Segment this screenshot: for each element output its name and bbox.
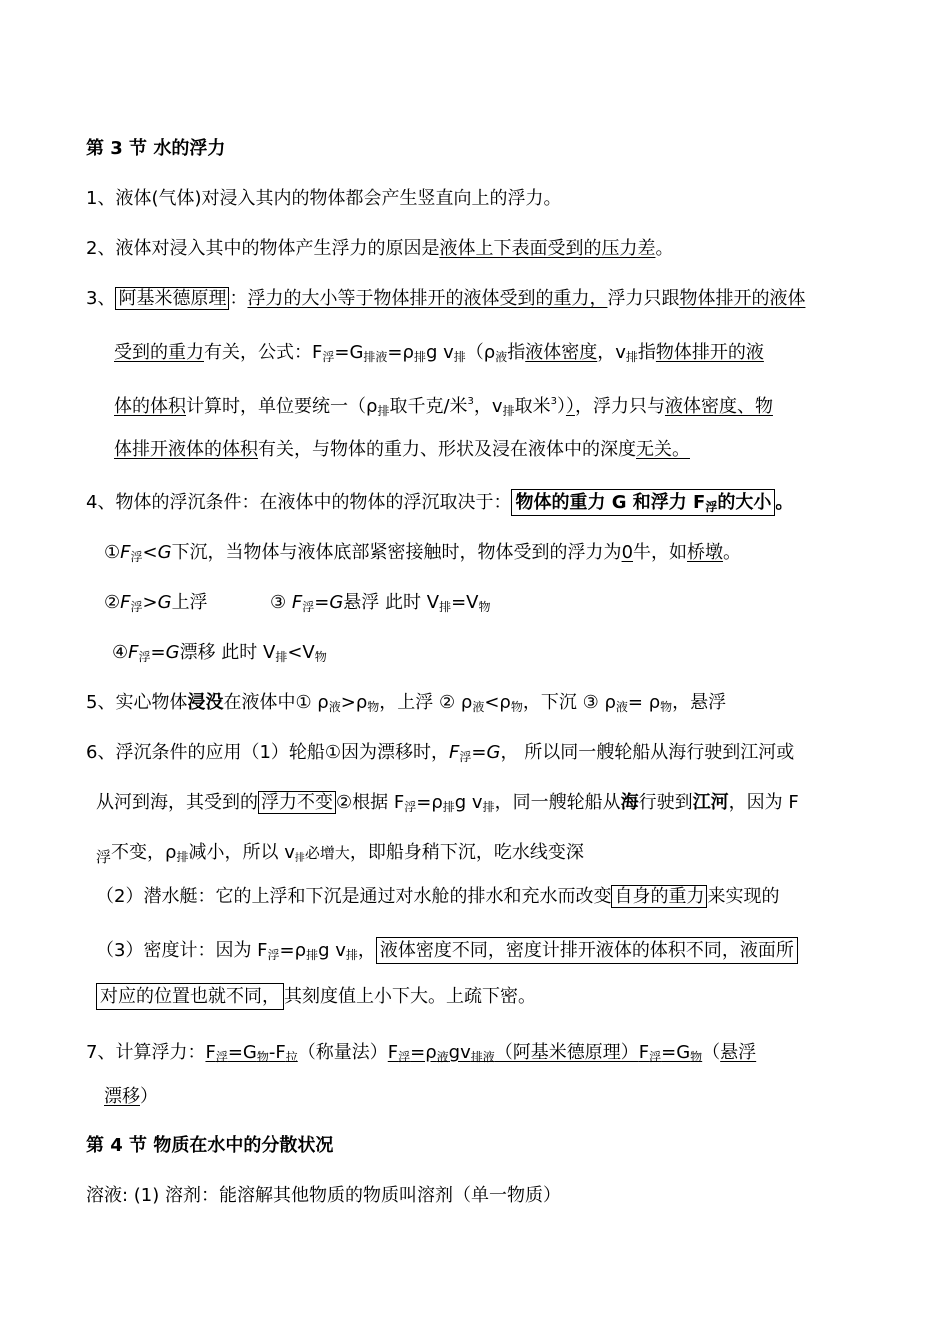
section-3-title: 第 3 节 水的浮力 bbox=[86, 138, 226, 159]
text: ，同一艘轮船从 bbox=[494, 792, 621, 813]
subscript: 物 bbox=[510, 700, 523, 714]
text: 下沉，当物体与液体底部紧密接触时，物体受到的浮力为 bbox=[171, 542, 622, 563]
underlined-text: 物体排开的液体 bbox=[679, 288, 806, 309]
text: 指 bbox=[507, 342, 526, 363]
text: 牛，如 bbox=[633, 542, 688, 563]
paragraph-6-line-3 bbox=[96, 840, 584, 872]
text: （3）密度计：因为 F bbox=[96, 940, 268, 961]
subscript: 排 bbox=[413, 350, 426, 364]
subscript: 排 bbox=[306, 948, 319, 962]
underlined-text: 无关。 bbox=[636, 439, 690, 460]
text: > bbox=[142, 592, 158, 613]
subscript: 浮 bbox=[459, 750, 472, 764]
underlined-formula bbox=[205, 1042, 297, 1063]
paragraph-6-hydrometer-line-2 bbox=[96, 984, 536, 1010]
boxed-term: 浮力不变 bbox=[258, 791, 336, 814]
text: =V bbox=[451, 592, 479, 613]
text: 3、 bbox=[86, 288, 116, 309]
paragraph-6-submarine bbox=[96, 884, 779, 910]
text: =ρ bbox=[279, 940, 307, 961]
underlined-text: 体排开液体的体积 bbox=[114, 439, 258, 460]
subscript: 浮 bbox=[96, 848, 112, 866]
text: 7、计算浮力： bbox=[86, 1042, 206, 1063]
bold-text: 江河 bbox=[692, 792, 729, 813]
text: 悬浮 此时 V bbox=[343, 592, 440, 613]
subscript: 物 bbox=[690, 1050, 703, 1064]
text: 。 bbox=[655, 238, 674, 259]
subscript: 浮 bbox=[705, 500, 718, 514]
text: 行驶到 bbox=[638, 792, 693, 813]
subscript: 排 bbox=[453, 350, 466, 364]
subscript: 排液 bbox=[363, 350, 388, 364]
text: ，v bbox=[473, 396, 503, 417]
subscript: 浮 bbox=[404, 800, 417, 814]
paragraph-5 bbox=[86, 690, 726, 720]
condition-4 bbox=[112, 640, 327, 670]
text: < bbox=[142, 542, 158, 563]
text: 物体的重力 G 和浮力 F bbox=[515, 492, 706, 513]
text: =ρ bbox=[410, 1042, 437, 1063]
boxed-term: 阿基米德原理 bbox=[115, 287, 229, 310]
subscript: 排 bbox=[275, 650, 288, 664]
text: （2）潜水艇：它的上浮和下沉是通过对水舱的排水和充水而改变 bbox=[96, 886, 612, 907]
underlined-formula bbox=[388, 1042, 639, 1063]
paragraph-6-hydrometer-line-1 bbox=[96, 938, 798, 968]
section-4-paragraph-1: 溶液: (1) 溶剂：能溶解其他物质的物质叫溶剂（单一物质） bbox=[86, 1185, 562, 1206]
text: 减小，所以 v bbox=[188, 842, 295, 863]
underlined-text: 物体排开的液 bbox=[655, 342, 764, 363]
text: ③ bbox=[270, 592, 287, 613]
text: ，下沉 ③ ρ bbox=[522, 692, 616, 713]
boxed-term: 自身的重力 bbox=[611, 885, 707, 908]
text: ， 所以同一艘轮船从海行驶到江河或 bbox=[500, 742, 795, 763]
text: ： bbox=[229, 288, 248, 309]
text: F bbox=[638, 1042, 650, 1063]
underlined-text: 0 bbox=[621, 542, 634, 563]
text: = bbox=[471, 742, 487, 763]
subscript: 浮 bbox=[302, 600, 315, 614]
condition-3 bbox=[270, 590, 491, 620]
subscript: 排 bbox=[442, 800, 455, 814]
subscript: 排 bbox=[625, 350, 638, 364]
underlined-text: 悬浮 bbox=[720, 1042, 757, 1063]
subscript: 液 bbox=[615, 700, 628, 714]
subscript: 排 bbox=[502, 404, 515, 418]
text: ，浮力只与 bbox=[574, 396, 665, 417]
subscript: 物 bbox=[367, 700, 380, 714]
text: 必增大 bbox=[304, 844, 350, 862]
subscript: 浮 bbox=[138, 650, 151, 664]
text: ②根据 F bbox=[336, 792, 405, 813]
text: （ρ bbox=[465, 342, 496, 363]
text: F bbox=[449, 742, 460, 763]
underlined-formula bbox=[639, 1042, 702, 1063]
subscript: 拉 bbox=[285, 1050, 298, 1064]
text: F bbox=[120, 592, 131, 613]
underlined-text: 受到的重力 bbox=[114, 342, 204, 363]
subscript: 液 bbox=[436, 1050, 449, 1064]
text: = ρ bbox=[627, 692, 661, 713]
text: <V bbox=[287, 642, 315, 663]
text: F bbox=[120, 542, 131, 563]
text: g v bbox=[425, 342, 454, 363]
text: 有关，与物体的重力、形状及浸在液体中的深度 bbox=[258, 439, 636, 460]
text: 4、物体的浮沉条件：在液体中的物体的浮沉取决于： bbox=[86, 492, 512, 513]
boxed-term: 液体密度不同，密度计排开液体的体积不同，液面所 bbox=[376, 937, 798, 964]
text: 的大小 bbox=[717, 492, 772, 513]
subscript: 排液 bbox=[470, 1050, 495, 1064]
subscript: 浮 bbox=[215, 1050, 228, 1064]
text: （称量法） bbox=[297, 1042, 388, 1063]
text: （ bbox=[702, 1042, 721, 1063]
text: -F bbox=[268, 1042, 286, 1063]
subscript: 物 bbox=[256, 1050, 269, 1064]
text: =ρ bbox=[416, 792, 443, 813]
paragraph-6-line-1 bbox=[86, 740, 794, 770]
subscript: 浮 bbox=[322, 350, 335, 364]
bold-text: 海 bbox=[620, 792, 639, 813]
text: g v bbox=[454, 792, 483, 813]
text: G bbox=[157, 592, 172, 613]
underlined-text: 液体密度、物 bbox=[664, 396, 773, 417]
subscript: 排 bbox=[439, 600, 452, 614]
subscript: 物 bbox=[478, 600, 491, 614]
text: （阿基米德原理） bbox=[494, 1042, 639, 1063]
underlined-text: 浮力的大小等于物体排开的液体受到的重力， bbox=[247, 288, 608, 309]
subscript: 排 bbox=[294, 853, 305, 864]
text: >ρ bbox=[340, 692, 368, 713]
underlined-text: 漂移 bbox=[104, 1086, 140, 1107]
paragraph-7-line-2 bbox=[104, 1084, 158, 1110]
text: ，因为 F bbox=[728, 792, 799, 813]
paragraph-2 bbox=[86, 236, 673, 262]
text: ④ bbox=[112, 642, 129, 663]
condition-2 bbox=[104, 590, 208, 620]
text: 取米 bbox=[514, 396, 551, 417]
underlined-text: 液体密度 bbox=[525, 342, 598, 363]
superscript: 3 bbox=[550, 396, 557, 407]
text: 有关，公式：F bbox=[204, 342, 323, 363]
paragraph-1: 1、液体(气体)对浸入其内的物体都会产生竖直向上的浮力。 bbox=[86, 188, 562, 209]
text: 在液体中① ρ bbox=[223, 692, 329, 713]
text: ，上浮 ② ρ bbox=[379, 692, 473, 713]
text: F bbox=[291, 592, 303, 613]
text: = bbox=[150, 642, 166, 663]
subscript: 排 bbox=[482, 800, 495, 814]
text: ） bbox=[140, 1086, 158, 1107]
subscript: 浮 bbox=[267, 948, 280, 962]
text: F bbox=[205, 1042, 216, 1063]
text: <ρ bbox=[484, 692, 511, 713]
text: 浮力只跟 bbox=[607, 288, 680, 309]
subscript: 液 bbox=[328, 700, 341, 714]
condition-1 bbox=[104, 540, 741, 570]
text: 漂移 此时 V bbox=[179, 642, 276, 663]
subscript: 液 bbox=[495, 350, 508, 364]
text: 取千克/米 bbox=[389, 396, 468, 417]
underlined-text: 桥墩 bbox=[687, 542, 724, 563]
subscript: 浮 bbox=[130, 550, 143, 564]
text: 其刻度值上小下大。上疏下密。 bbox=[284, 986, 536, 1007]
text: g v bbox=[318, 940, 346, 961]
text: =G bbox=[227, 1042, 257, 1063]
text: =G bbox=[334, 342, 364, 363]
text: 计算时，单位要统一（ρ bbox=[186, 396, 378, 417]
text: 来实现的 bbox=[707, 886, 780, 907]
paragraph-3-line-4 bbox=[114, 437, 690, 463]
text: =G bbox=[661, 1042, 691, 1063]
text: ，悬浮 bbox=[672, 692, 727, 713]
section-4-title: 第 4 节 物质在水中的分散状况 bbox=[86, 1135, 334, 1156]
text: 6、浮沉条件的应用（1）轮船①因为漂移时， bbox=[86, 742, 450, 763]
subscript: 浮 bbox=[649, 1050, 662, 1064]
subscript: 浮 bbox=[398, 1050, 411, 1064]
paragraph-4 bbox=[86, 490, 793, 520]
text: 指 bbox=[637, 342, 656, 363]
text: 。 bbox=[775, 492, 794, 513]
text: 5、实心物体 bbox=[86, 692, 188, 713]
text: 2、液体对浸入其中的物体产生浮力的原因是 bbox=[86, 238, 440, 259]
text: 不变，ρ bbox=[111, 842, 177, 863]
bold-text: 浸没 bbox=[187, 692, 224, 713]
subscript: 排 bbox=[345, 948, 358, 962]
underlined-text: ） bbox=[565, 396, 575, 417]
text: G bbox=[157, 542, 172, 563]
subscript: 排 bbox=[176, 850, 189, 864]
paragraph-6-line-2 bbox=[96, 790, 799, 820]
text: 上浮 bbox=[171, 592, 208, 613]
text: = bbox=[314, 592, 330, 613]
paragraph-3-line-1 bbox=[86, 286, 805, 312]
underlined-text: 体的体积 bbox=[114, 396, 186, 417]
text: ① bbox=[104, 542, 121, 563]
text: gv bbox=[448, 1042, 471, 1063]
underlined-text: 液体上下表面受到的压力差 bbox=[439, 238, 656, 259]
text: G bbox=[486, 742, 501, 763]
text: ， bbox=[357, 940, 376, 961]
text: ② bbox=[104, 592, 121, 613]
paragraph-3-line-3 bbox=[114, 389, 773, 424]
text: 从河到海，其受到的 bbox=[96, 792, 258, 813]
text: G bbox=[329, 592, 344, 613]
text: F bbox=[387, 1042, 399, 1063]
subscript: 液 bbox=[472, 700, 485, 714]
superscript: 3 bbox=[467, 396, 474, 407]
text: G bbox=[165, 642, 180, 663]
boxed-term: 对应的位置也就不同， bbox=[96, 983, 284, 1010]
text: F bbox=[128, 642, 139, 663]
paragraph-7-line-1 bbox=[86, 1040, 756, 1070]
text: 。 bbox=[723, 542, 742, 563]
text: =ρ bbox=[387, 342, 414, 363]
subscript: 物 bbox=[314, 650, 327, 664]
subscript: 排 bbox=[377, 404, 390, 418]
text: ，v bbox=[597, 342, 626, 363]
text: ，即船身稍下沉，吃水线变深 bbox=[349, 842, 584, 863]
text: ） bbox=[556, 396, 566, 417]
paragraph-3-line-2 bbox=[114, 340, 764, 370]
subscript: 物 bbox=[660, 700, 673, 714]
subscript: 浮 bbox=[130, 600, 143, 614]
boxed-term bbox=[511, 489, 775, 516]
